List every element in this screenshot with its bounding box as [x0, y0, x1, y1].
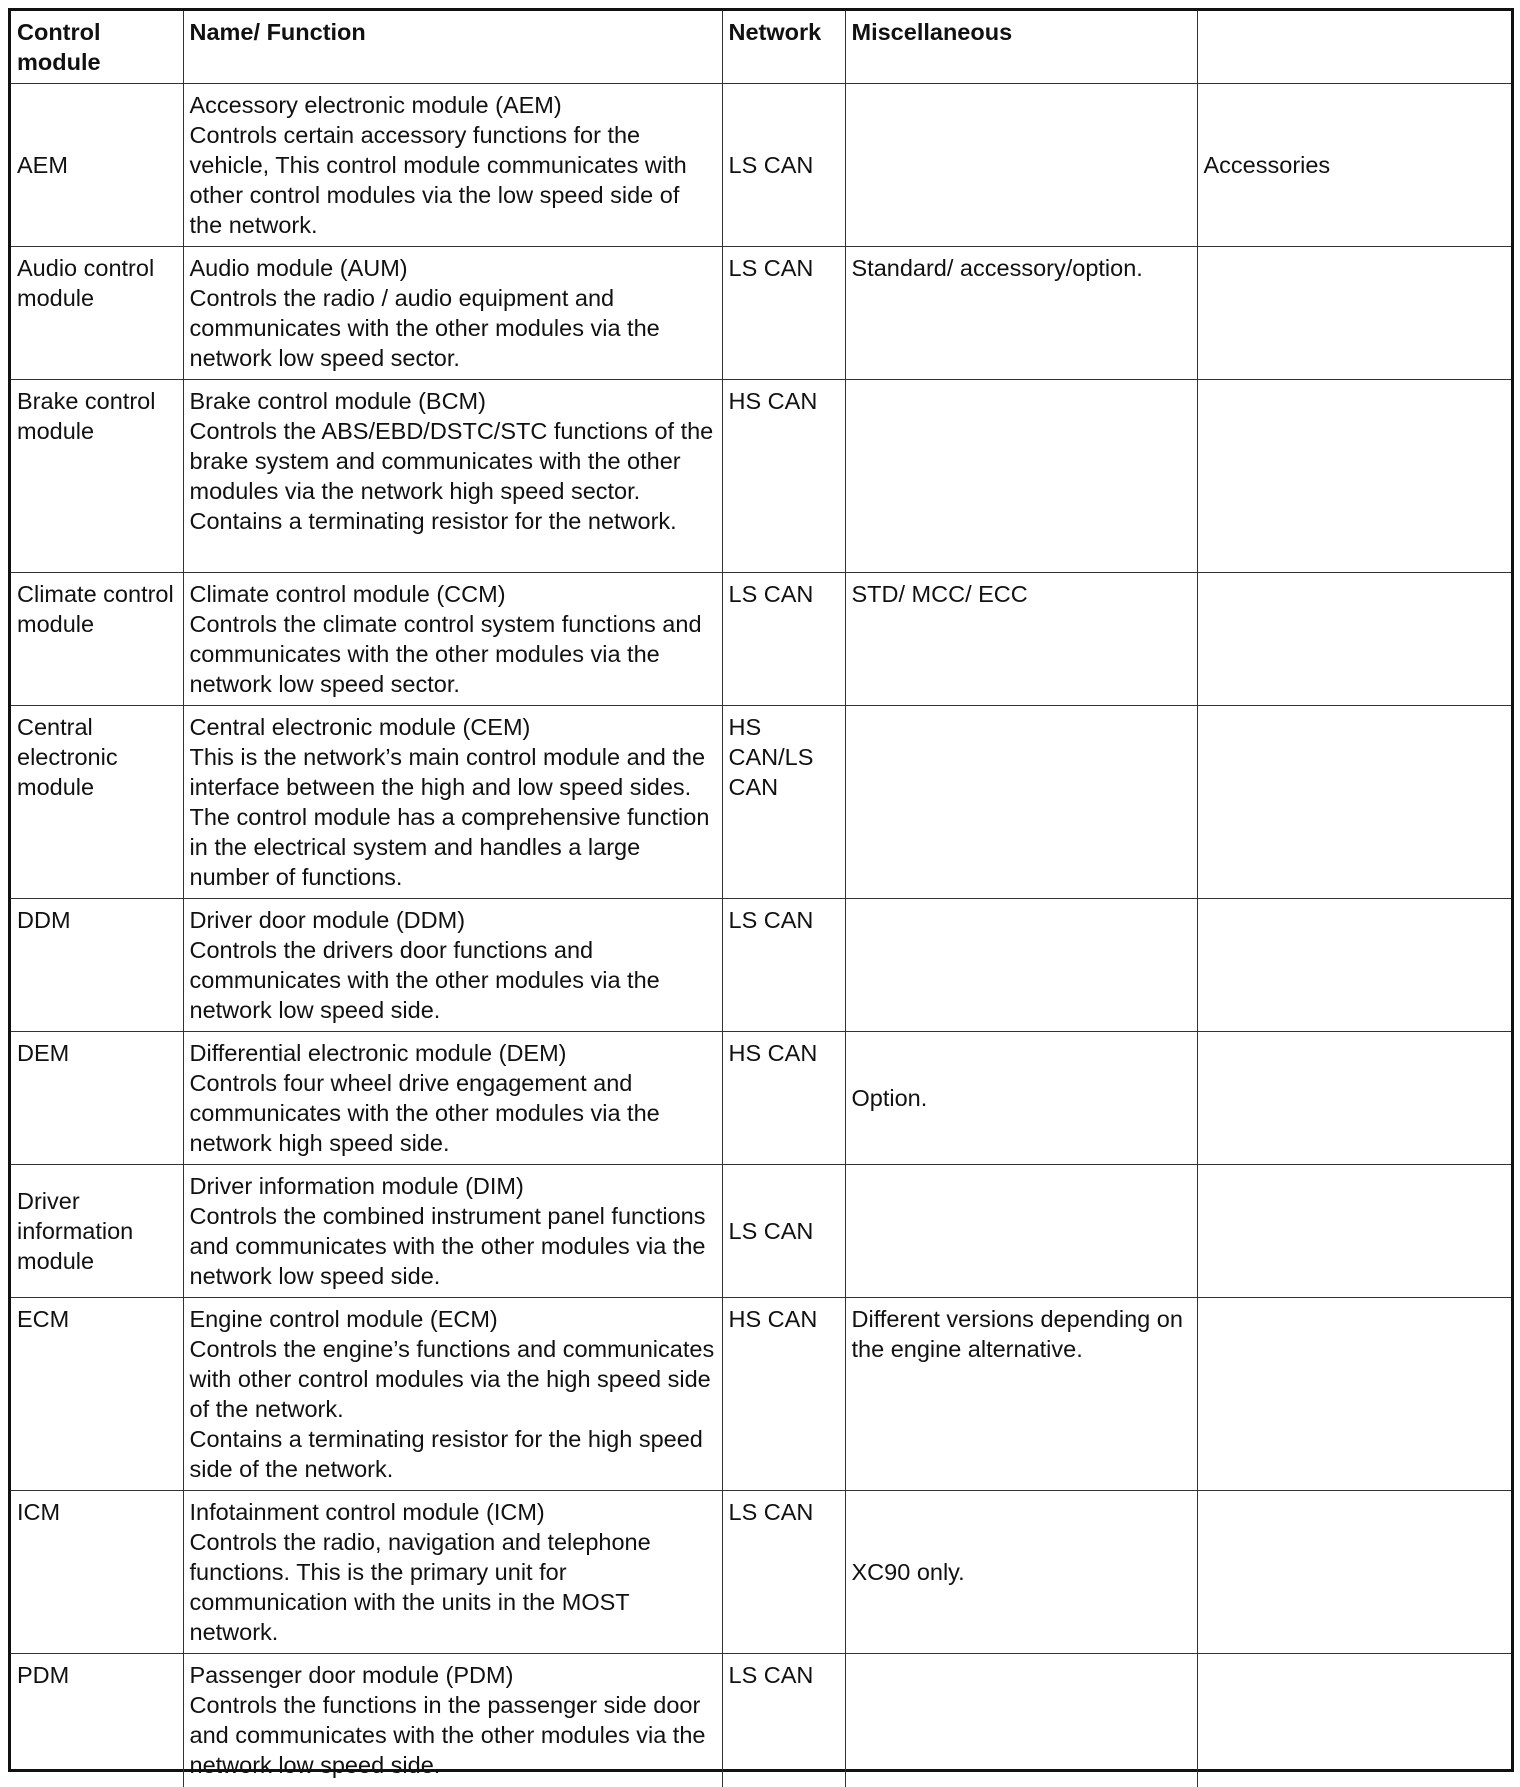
module-description-note: Contains a terminating resistor for the high speed side of the network. — [189, 1425, 703, 1482]
module-extra: Accessories — [1197, 83, 1511, 246]
module-misc — [845, 379, 1197, 572]
table-row — [11, 1490, 1511, 1653]
module-code: DDM — [11, 898, 183, 1031]
module-extra — [1197, 1653, 1511, 1787]
table-header-row — [11, 11, 1511, 83]
table-row — [11, 572, 1511, 705]
module-description: Controls the engine’s functions and communicates with other control modules via the high speed side of the network. — [189, 1335, 715, 1422]
table-row — [11, 379, 1511, 572]
module-extra — [1197, 705, 1511, 898]
module-name: Brake control module (BCM) — [189, 387, 486, 414]
module-name: Central electronic module (CEM) — [189, 713, 531, 740]
module-misc — [845, 83, 1197, 246]
module-description: Controls the combined instrument panel functions and communicates with the other modules via the network low speed side. — [189, 1202, 706, 1289]
module-description: Controls the climate control system functions and communicates with the other modules via the network low speed sector. — [189, 610, 702, 697]
module-extra — [1197, 572, 1511, 705]
module-description: Controls the radio / audio equipment and communicates with the other modules via the network low speed sector. — [189, 284, 660, 371]
header-name-function: Name/ Function — [183, 11, 722, 83]
module-code: Audio control module — [11, 246, 183, 379]
module-extra — [1197, 898, 1511, 1031]
module-name: Audio module (AUM) — [189, 254, 408, 281]
module-code: ECM — [11, 1297, 183, 1490]
module-network: LS CAN — [722, 898, 845, 1031]
module-network: HS CAN — [722, 1297, 845, 1490]
module-function — [183, 1490, 722, 1653]
header-network: Network — [722, 11, 845, 83]
module-extra — [1197, 1490, 1511, 1653]
module-network: LS CAN — [722, 1164, 845, 1297]
module-description: Controls the functions in the passenger side door and communicates with the other modules via the network low speed side. — [189, 1691, 706, 1778]
module-extra — [1197, 246, 1511, 379]
module-table-frame — [8, 8, 1514, 1778]
module-misc: Different versions depending on the engine alternative. — [845, 1297, 1197, 1490]
module-misc — [845, 898, 1197, 1031]
module-name: Accessory electronic module (AEM) — [189, 91, 562, 118]
module-function — [183, 898, 722, 1031]
module-misc — [845, 1164, 1197, 1297]
module-misc: Standard/ accessory/option. — [845, 246, 1197, 379]
module-code: Brake control module — [11, 379, 183, 572]
control-module-table — [11, 11, 1511, 1787]
module-name: Infotainment control module (ICM) — [189, 1498, 545, 1525]
module-function — [183, 1653, 722, 1787]
module-misc: Option. — [845, 1031, 1197, 1164]
module-description: Controls the radio, navigation and telephone functions. This is the primary unit for communication with the units in the MOST network. — [189, 1528, 651, 1645]
table-row — [11, 1031, 1511, 1164]
module-code: DEM — [11, 1031, 183, 1164]
module-code: PDM — [11, 1653, 183, 1787]
module-code: Climate control module — [11, 572, 183, 705]
module-name: Climate control module (CCM) — [189, 580, 506, 607]
module-description: Controls four wheel drive engagement and communicates with the other modules via the network high speed side. — [189, 1069, 660, 1156]
module-description: Controls the drivers door functions and communicates with the other modules via the network low speed side. — [189, 936, 660, 1023]
table-row — [11, 705, 1511, 898]
module-network: HS CAN/LS CAN — [722, 705, 845, 898]
module-code: Central electronic module — [11, 705, 183, 898]
module-extra — [1197, 1297, 1511, 1490]
table-row — [11, 1653, 1511, 1787]
module-name: Engine control module (ECM) — [189, 1305, 498, 1332]
module-misc — [845, 1653, 1197, 1787]
module-network: LS CAN — [722, 246, 845, 379]
module-name: Differential electronic module (DEM) — [189, 1039, 567, 1066]
module-name: Driver door module (DDM) — [189, 906, 466, 933]
module-description: Controls certain accessory functions for the vehicle, This control module communicates with other control modules via the low speed side of the network. — [189, 121, 687, 238]
module-description: This is the network’s main control module and the interface between the high and low speed sides. The control module has a comprehensive function in the electrical system and handles a large number of functions. — [189, 743, 710, 890]
module-extra — [1197, 379, 1511, 572]
table-row — [11, 898, 1511, 1031]
module-code: ICM — [11, 1490, 183, 1653]
module-description: Controls the ABS/EBD/DSTC/STC functions of the brake system and communicates with the other modules via the network high speed sector. Contains a terminating resistor for the network. — [189, 417, 714, 534]
module-network: HS CAN — [722, 1031, 845, 1164]
module-extra — [1197, 1164, 1511, 1297]
module-network: HS CAN — [722, 379, 845, 572]
module-function — [183, 572, 722, 705]
table-row — [11, 1297, 1511, 1490]
module-function — [183, 1031, 722, 1164]
module-misc: XC90 only. — [845, 1490, 1197, 1653]
module-function — [183, 246, 722, 379]
module-network: LS CAN — [722, 1653, 845, 1787]
module-function — [183, 1297, 722, 1490]
module-extra — [1197, 1031, 1511, 1164]
header-control-module: Control module — [11, 11, 183, 83]
table-row — [11, 1164, 1511, 1297]
table-row — [11, 83, 1511, 246]
module-function — [183, 705, 722, 898]
module-function — [183, 1164, 722, 1297]
module-misc: STD/ MCC/ ECC — [845, 572, 1197, 705]
module-name: Driver information module (DIM) — [189, 1172, 524, 1199]
table-row — [11, 246, 1511, 379]
module-network: LS CAN — [722, 83, 845, 246]
module-function — [183, 83, 722, 246]
module-name: Passenger door module (PDM) — [189, 1661, 514, 1688]
module-network: LS CAN — [722, 572, 845, 705]
module-code: Driver information module — [11, 1164, 183, 1297]
header-miscellaneous: Miscellaneous — [845, 11, 1197, 83]
module-misc — [845, 705, 1197, 898]
module-network: LS CAN — [722, 1490, 845, 1653]
module-function — [183, 379, 722, 572]
header-extra — [1197, 11, 1511, 83]
module-code: AEM — [11, 83, 183, 246]
